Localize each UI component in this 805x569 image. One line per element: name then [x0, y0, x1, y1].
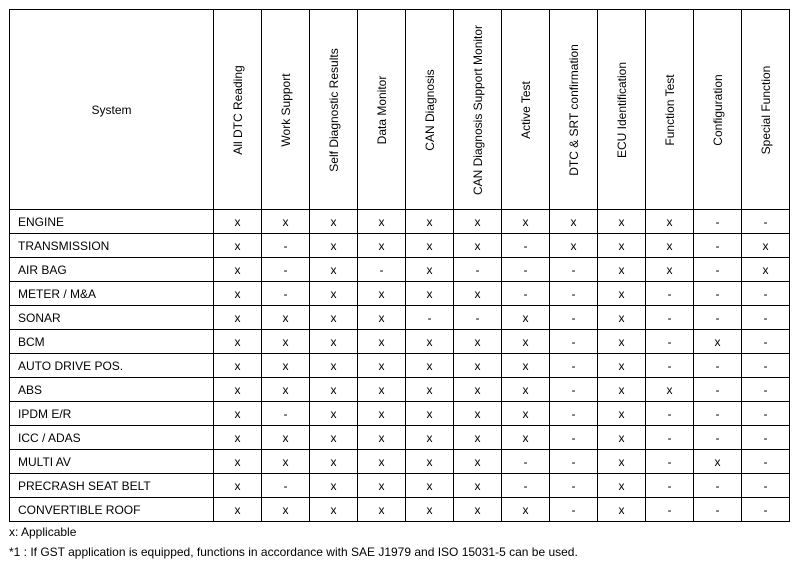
support-cell: x: [262, 210, 310, 234]
column-header: [406, 10, 454, 210]
system-name: CONVERTIBLE ROOF: [10, 498, 214, 522]
support-cell: -: [742, 426, 790, 450]
support-cell: x: [406, 474, 454, 498]
support-cell: x: [262, 330, 310, 354]
support-cell: -: [694, 354, 742, 378]
column-header: [358, 10, 406, 210]
support-cell: x: [502, 306, 550, 330]
support-cell: -: [550, 306, 598, 330]
support-cell: x: [502, 378, 550, 402]
system-name: BCM: [10, 330, 214, 354]
support-cell: x: [502, 402, 550, 426]
column-header-label: Active Test: [518, 80, 533, 139]
support-cell: x: [454, 210, 502, 234]
table-row: [10, 474, 790, 498]
support-cell: x: [310, 378, 358, 402]
support-cell: x: [310, 234, 358, 258]
support-cell: -: [742, 378, 790, 402]
support-cell: x: [214, 426, 262, 450]
support-cell: x: [406, 354, 454, 378]
support-cell: x: [310, 306, 358, 330]
footnote: *1 : If GST application is equipped, functions in accordance with SAE J1979 and ISO 15031-5 can be used.: [9, 545, 578, 559]
support-cell: -: [550, 450, 598, 474]
support-cell: -: [646, 498, 694, 522]
support-cell: x: [358, 402, 406, 426]
support-cell: -: [694, 210, 742, 234]
support-cell: x: [358, 354, 406, 378]
support-cell: x: [262, 378, 310, 402]
support-cell: x: [406, 378, 454, 402]
support-cell: -: [646, 354, 694, 378]
support-cell: x: [310, 210, 358, 234]
support-cell: x: [214, 330, 262, 354]
support-cell: -: [550, 378, 598, 402]
support-cell: x: [310, 354, 358, 378]
table-row: [10, 258, 790, 282]
support-cell: -: [502, 234, 550, 258]
support-cell: x: [598, 282, 646, 306]
support-cell: x: [454, 498, 502, 522]
column-header-label: Special Function: [758, 65, 773, 154]
support-cell: x: [454, 330, 502, 354]
support-cell: x: [406, 234, 454, 258]
system-name: IPDM E/R: [10, 402, 214, 426]
support-cell: -: [454, 306, 502, 330]
support-cell: x: [598, 306, 646, 330]
header-row: [10, 10, 790, 210]
support-cell: x: [262, 498, 310, 522]
support-cell: x: [646, 210, 694, 234]
support-cell: -: [262, 258, 310, 282]
support-cell: x: [598, 330, 646, 354]
support-cell: x: [358, 450, 406, 474]
support-cell: x: [310, 450, 358, 474]
support-cell: x: [214, 378, 262, 402]
support-cell: x: [406, 498, 454, 522]
support-cell: -: [742, 306, 790, 330]
support-cell: x: [502, 330, 550, 354]
column-header-label: Function Test: [662, 73, 677, 146]
support-cell: x: [598, 378, 646, 402]
column-header: [262, 10, 310, 210]
support-cell: x: [454, 234, 502, 258]
support-cell: -: [262, 402, 310, 426]
support-cell: -: [742, 354, 790, 378]
support-cell: x: [598, 354, 646, 378]
support-cell: x: [454, 450, 502, 474]
support-cell: x: [310, 498, 358, 522]
support-cell: -: [742, 498, 790, 522]
support-cell: x: [598, 234, 646, 258]
support-cell: -: [550, 426, 598, 450]
support-cell: x: [502, 426, 550, 450]
support-cell: x: [310, 474, 358, 498]
column-header: [550, 10, 598, 210]
support-cell: x: [646, 234, 694, 258]
support-cell: -: [550, 402, 598, 426]
support-cell: -: [694, 306, 742, 330]
support-cell: x: [646, 378, 694, 402]
support-cell: x: [598, 258, 646, 282]
system-name: METER / M&A: [10, 282, 214, 306]
support-cell: -: [358, 258, 406, 282]
column-header: [454, 10, 502, 210]
column-header-label: Work Support: [278, 72, 293, 147]
support-cell: -: [550, 498, 598, 522]
support-cell: x: [502, 354, 550, 378]
support-cell: x: [214, 282, 262, 306]
support-cell: -: [742, 330, 790, 354]
support-cell: x: [454, 426, 502, 450]
support-cell: x: [358, 210, 406, 234]
support-cell: x: [262, 426, 310, 450]
system-name: TRANSMISSION: [10, 234, 214, 258]
support-cell: -: [646, 450, 694, 474]
support-cell: x: [214, 402, 262, 426]
support-cell: x: [742, 258, 790, 282]
support-cell: -: [502, 282, 550, 306]
support-cell: -: [742, 474, 790, 498]
support-cell: x: [406, 210, 454, 234]
system-name: MULTI AV: [10, 450, 214, 474]
support-cell: x: [454, 378, 502, 402]
support-cell: -: [694, 498, 742, 522]
table-row: [10, 234, 790, 258]
support-cell: -: [502, 450, 550, 474]
support-cell: -: [262, 282, 310, 306]
column-header-label: Data Monitor: [374, 75, 389, 144]
support-cell: -: [646, 426, 694, 450]
support-cell: x: [358, 426, 406, 450]
support-cell: -: [742, 210, 790, 234]
table-row: [10, 450, 790, 474]
support-cell: x: [598, 474, 646, 498]
support-cell: -: [694, 234, 742, 258]
support-cell: x: [358, 498, 406, 522]
support-cell: x: [310, 330, 358, 354]
column-header: [310, 10, 358, 210]
support-cell: x: [502, 210, 550, 234]
column-header: [502, 10, 550, 210]
support-cell: x: [550, 234, 598, 258]
system-name: AIR BAG: [10, 258, 214, 282]
support-cell: -: [646, 330, 694, 354]
support-cell: -: [694, 402, 742, 426]
support-cell: x: [262, 306, 310, 330]
support-cell: -: [742, 450, 790, 474]
column-header-label: CAN Diagnosis Support Monitor: [470, 24, 485, 195]
support-cell: -: [550, 258, 598, 282]
support-cell: x: [358, 282, 406, 306]
support-cell: x: [502, 498, 550, 522]
support-cell: x: [454, 282, 502, 306]
support-cell: x: [214, 474, 262, 498]
support-cell: -: [502, 258, 550, 282]
support-cell: x: [598, 498, 646, 522]
support-cell: x: [214, 498, 262, 522]
support-cell: x: [406, 450, 454, 474]
column-header-label: ECU Identification: [614, 61, 629, 158]
support-cell: x: [358, 234, 406, 258]
support-cell: x: [214, 354, 262, 378]
system-name: AUTO DRIVE POS.: [10, 354, 214, 378]
support-cell: -: [550, 474, 598, 498]
support-cell: x: [358, 378, 406, 402]
support-cell: -: [262, 474, 310, 498]
column-header: [646, 10, 694, 210]
support-cell: x: [646, 258, 694, 282]
column-header-label: All DTC Reading: [230, 64, 245, 155]
support-cell: -: [550, 354, 598, 378]
support-cell: x: [406, 426, 454, 450]
support-cell: x: [262, 450, 310, 474]
support-cell: -: [550, 330, 598, 354]
support-cell: x: [214, 234, 262, 258]
support-cell: x: [358, 330, 406, 354]
system-name: SONAR: [10, 306, 214, 330]
system-name: PRECRASH SEAT BELT: [10, 474, 214, 498]
support-cell: x: [214, 306, 262, 330]
support-cell: -: [502, 474, 550, 498]
table-row: [10, 378, 790, 402]
support-cell: x: [694, 330, 742, 354]
support-cell: x: [214, 258, 262, 282]
support-cell: x: [310, 402, 358, 426]
diagnosis-function-table: [9, 9, 790, 522]
support-cell: -: [406, 306, 454, 330]
support-cell: x: [310, 258, 358, 282]
support-cell: x: [454, 474, 502, 498]
system-name: ENGINE: [10, 210, 214, 234]
system-name: ICC / ADAS: [10, 426, 214, 450]
column-header-label: Self Diagnostic Results: [326, 47, 341, 172]
support-cell: -: [694, 474, 742, 498]
legend-note: x: Applicable: [9, 525, 77, 539]
support-cell: x: [358, 306, 406, 330]
table-row: [10, 306, 790, 330]
support-cell: x: [454, 402, 502, 426]
column-header: [742, 10, 790, 210]
support-cell: -: [694, 378, 742, 402]
table-row: [10, 330, 790, 354]
support-cell: -: [694, 258, 742, 282]
support-cell: x: [310, 282, 358, 306]
table-row: [10, 426, 790, 450]
system-name: ABS: [10, 378, 214, 402]
support-cell: -: [742, 402, 790, 426]
support-cell: x: [550, 210, 598, 234]
support-cell: -: [742, 282, 790, 306]
support-cell: -: [454, 258, 502, 282]
support-cell: -: [646, 474, 694, 498]
support-cell: x: [406, 402, 454, 426]
support-cell: -: [262, 234, 310, 258]
support-cell: x: [262, 354, 310, 378]
support-cell: -: [694, 282, 742, 306]
table-row: [10, 282, 790, 306]
support-cell: x: [406, 282, 454, 306]
column-header-label: CAN Diagnosis: [422, 68, 437, 151]
table-row: [10, 498, 790, 522]
support-cell: -: [550, 282, 598, 306]
column-header: [694, 10, 742, 210]
support-cell: x: [742, 234, 790, 258]
support-cell: x: [454, 354, 502, 378]
support-cell: x: [598, 450, 646, 474]
table-row: [10, 402, 790, 426]
column-header-label: Configuration: [710, 73, 725, 146]
system-column-header: System: [10, 10, 214, 210]
support-cell: x: [214, 210, 262, 234]
column-header-label: DTC & SRT confirmation: [566, 43, 581, 176]
column-header: [598, 10, 646, 210]
support-cell: x: [598, 210, 646, 234]
support-cell: x: [406, 258, 454, 282]
support-cell: -: [646, 306, 694, 330]
notes: [9, 522, 578, 562]
table-body: [10, 210, 790, 522]
table-row: [10, 354, 790, 378]
support-cell: x: [310, 426, 358, 450]
support-cell: x: [406, 330, 454, 354]
support-cell: -: [646, 282, 694, 306]
support-cell: x: [358, 474, 406, 498]
column-header: [214, 10, 262, 210]
support-cell: -: [694, 426, 742, 450]
support-cell: x: [598, 402, 646, 426]
support-cell: x: [598, 426, 646, 450]
support-cell: x: [694, 450, 742, 474]
support-cell: x: [214, 450, 262, 474]
table-row: [10, 210, 790, 234]
support-cell: -: [646, 402, 694, 426]
